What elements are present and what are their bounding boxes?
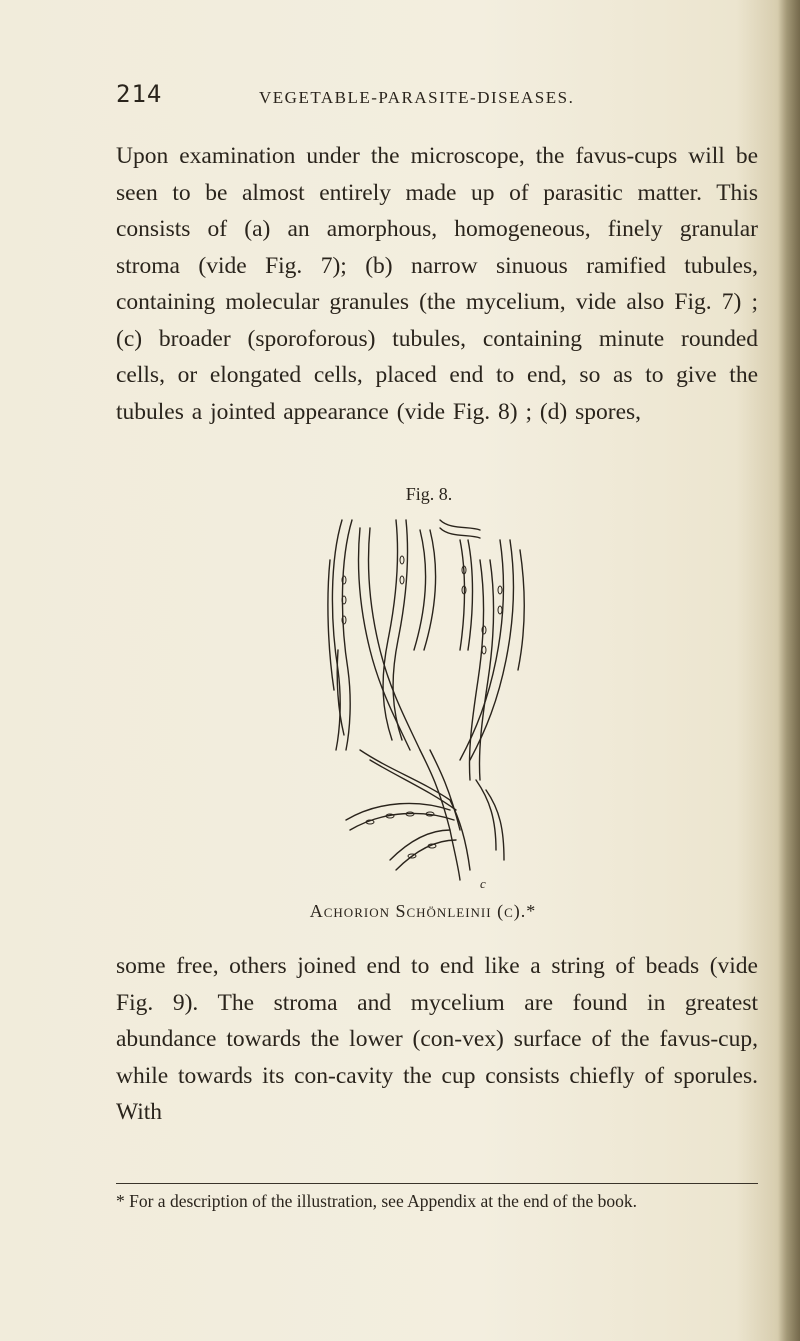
tubule — [346, 803, 450, 820]
figure-caption-text: Achorion Schönleinii (c).* — [309, 901, 537, 921]
running-head: VEGETABLE-PARASITE-DISEASES. — [259, 88, 575, 107]
page-edge-shadow — [778, 0, 800, 1341]
tubule — [440, 528, 480, 538]
spore — [400, 576, 404, 584]
page-header — [116, 80, 730, 120]
figure-caption — [0, 901, 800, 922]
tubule — [390, 830, 450, 860]
figure-letter-c: c — [480, 876, 486, 891]
spore — [482, 646, 486, 654]
tubule — [358, 528, 410, 750]
footnote-rule — [116, 1183, 758, 1184]
tubule — [460, 540, 465, 650]
tubule — [479, 560, 493, 780]
figure-label-text: Fig. 8. — [405, 484, 453, 504]
tubule — [360, 750, 470, 870]
paragraph-2-text: some free, others joined end to end like a string of beads (vide Fig. 9). The stroma and mycelium are found in greatest abundance towards the lower (con-vex) surface of the favus-cup, while towards its con-cavity the cup consists chiefly of sporules. With — [116, 953, 758, 1125]
footnote — [116, 1190, 761, 1212]
tubule — [396, 840, 456, 870]
spore — [498, 606, 502, 614]
paragraph-1-text: Upon examination under the microscope, the favus-cups will be seen to be almost entirely made up of parasitic matter. This consists of (a) an amorphous, homogeneous, finely granular stroma (vide Fig. 7); (b) narrow sinuous ramified tubules, containing molecular granules (the mycelium, vide also Fig. 7) ; (c) broader (sporoforous) tubules, containing minute rounded cells, or elongated cells, placed end to end, so as to give the tubules a jointed appearance (vide Fig. 8) ; (d) spores, — [116, 143, 758, 425]
tubule — [370, 760, 456, 810]
tubule — [414, 530, 426, 650]
tubule — [468, 540, 473, 650]
paragraph-1 — [116, 138, 758, 430]
footnote-text: * For a description of the illustration, see Appendix at the end of the book. — [116, 1191, 638, 1211]
tubule — [486, 790, 504, 860]
spore — [498, 586, 502, 594]
achorion-illustration — [300, 500, 560, 900]
page-number: 214 — [116, 80, 163, 108]
tubule — [518, 550, 524, 670]
tubule — [440, 520, 480, 530]
paragraph-2 — [116, 948, 758, 1131]
spore — [400, 556, 404, 564]
tubule — [342, 520, 352, 750]
